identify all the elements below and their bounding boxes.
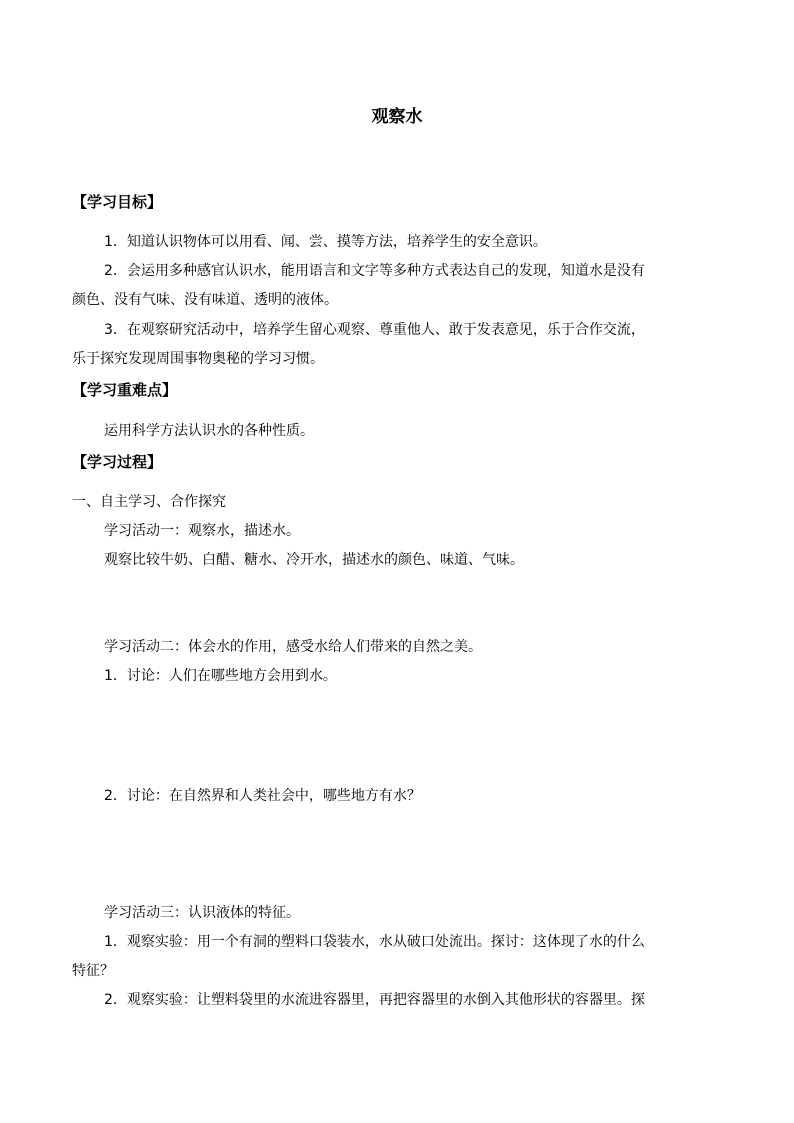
activity-1-title: 学习活动一：观察水，描述水。: [104, 523, 300, 539]
goal-item-3-line-2: 乐于探究发现周围事物奥秘的学习习惯。: [72, 351, 324, 367]
process-part-1: 一、自主学习、合作探究: [72, 494, 226, 510]
goal-item-3-line-1: 3．在观察研究活动中，培养学生留心观察、尊重他人、敢于发表意见，乐于合作交流，: [104, 322, 645, 338]
section-heading-process: 【学习过程】: [72, 453, 163, 471]
activity-1-text: 观察比较牛奶、白醋、糖水、冷开水，描述水的颜色、味道、气味。: [104, 552, 524, 568]
activity-2-question-1: 1．讨论：人们在哪些地方会用到水。: [104, 668, 337, 684]
activity-3-title: 学习活动三：认识液体的特征。: [104, 905, 300, 921]
activity-3-question-2-line-1: 2．观察实验：让塑料袋里的水流进容器里，再把容器里的水倒入其他形状的容器里。探: [104, 992, 645, 1008]
key-points-text: 运用科学方法认识水的各种性质。: [104, 423, 314, 439]
activity-2-title: 学习活动二：体会水的作用，感受水给人们带来的自然之美。: [104, 639, 482, 655]
activity-3-question-1-line-2: 特征？: [72, 963, 114, 979]
activity-2-question-2: 2．讨论：在自然界和人类社会中，哪些地方有水？: [104, 788, 421, 804]
goal-item-2-line-1: 2．会运用多种感官认识水，能用语言和文字等多种方式表达自己的发现，知道水是没有: [104, 263, 645, 279]
section-heading-key-points: 【学习重难点】: [72, 381, 178, 399]
activity-3-question-1-line-1: 1．观察实验：用一个有洞的塑料口袋装水，水从破口处流出。探讨：这体现了水的什么: [104, 934, 645, 950]
goal-item-1: 1．知道认识物体可以用看、闻、尝、摸等方法，培养学生的安全意识。: [104, 234, 547, 250]
page-title: 观察水: [371, 107, 423, 127]
section-heading-goals: 【学习目标】: [72, 193, 163, 211]
goal-item-2-line-2: 颜色、没有气味、没有味道、透明的液体。: [72, 292, 338, 308]
